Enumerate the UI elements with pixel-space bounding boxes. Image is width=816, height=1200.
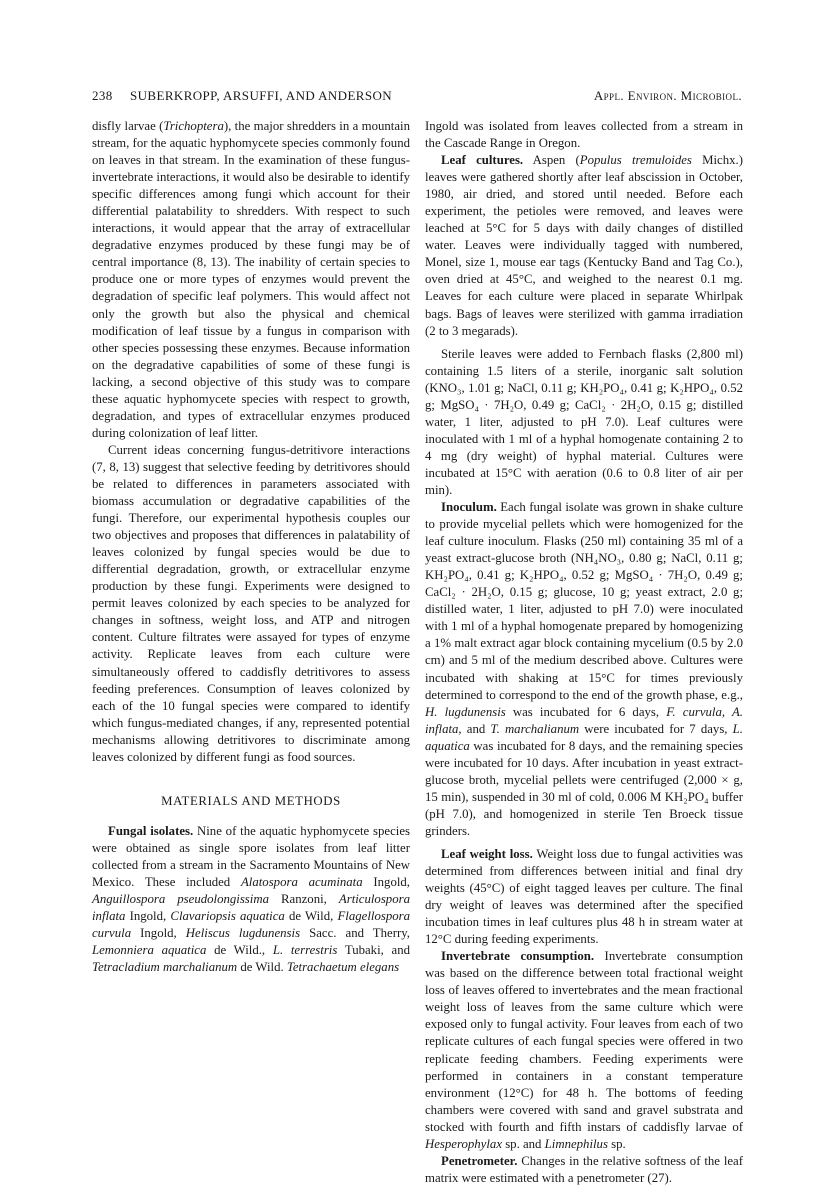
- leaf-weight-loss-paragraph: Leaf weight loss. Weight loss due to fungal activities was determined from differences between initial and final dry weights (45°C) of eight tagged leaves per culture. The final dry weight of leaves was determined after the specified incubation times in leaf cultures plus 48 h in stream water at 12°C during feeding experiments.: [425, 846, 744, 947]
- run-in-heading: Leaf cultures.: [441, 153, 524, 168]
- journal-name: Appl. Environ. Microbiol.: [593, 88, 742, 103]
- sterile-leaves-paragraph: Sterile leaves were added to Fernbach flasks (2,800 ml) containing 1.5 liters of a sterile, inorganic salt solution (KNO₃, 1.01 g; NaCl, 0.11 g; KH₂PO₄, 0.41 g; K₂HPO₄, 0.52 g; MgSO₄ · 7H₂O, 0.49 g; CaCl₂ · 2H₂O, 0.15 g; distilled water, 1 liter, adjusted to pH 7.0). Leaf cultures were inoculated with 1 ml of a hyphal homogenate containing 2 to 4 mg (dry weight) of hyphal material. Cultures were incubated at 15°C with aeration (0.6 to 0.8 liter of air per min).: [425, 346, 743, 497]
- section-heading: MATERIALS AND METHODS: [161, 793, 341, 808]
- hypothesis-paragraph: Current ideas concerning fungus-detritivore interactions (7, 8, 13) suggest that selective feeding by detritivores should be related to differences in parameters associated with biomass accumulation or degradative capabilities of the fungi. Therefore, our experimental hypothesis couples our two objectives and proposes that differences in palatability of leaves colonized by fungal species would be due to differential degradation, growth, or extracellular enzyme production by these fungi. Experiments were designed to permit leaves colonized by each species to be analyzed for changes in softness, weight loss, and ATP and nitrogen content. Culture filtrates were assayed for types of enzyme activity. Replicate leaves from each culture were simultaneously offered to caddisfly detritivores to assess feeding preferences. Consumption of leaves colonized by each of the 10 fungal species were compared to identify which fungus-mediated changes, if any, represented potential mechanisms allowing detritivores to discriminate among leaves colonized by different fungi as food sources.: [92, 442, 410, 764]
- run-in-heading: Penetrometer.: [441, 1153, 518, 1168]
- run-in-heading: Inoculum.: [441, 500, 497, 515]
- invertebrate-consumption-paragraph: Invertebrate consumption. Invertebrate consumption was based on the difference between total fractional weight loss of leaves offered to invertebrates and the mean fractional weight loss of leaves from the same culture which were exposed only to fungal activity. Four leaves from each of two replicate cultures of each fungal species were offered in two replicate feeding chambers. Feeding experiments were performed in containers in a constant temperature environment (12°C) for 48 h. The bottoms of feeding chambers were covered with sand and gravel substrata and stocked with fourth and fifth instars of caddisfly larvae of Hesperophylax sp. and Limnephilus sp.: [425, 949, 743, 1151]
- inoculum-paragraph: Inoculum. Each fungal isolate was grown in shake culture to provide mycelial pellets which were homogenized for the leaf culture inoculum. Flasks (250 ml) containing 35 ml of a yeast extract-glucose broth (NH₄NO₃, 0.80 g; NaCl, 0.11 g; KH₂PO₄, 0.41 g; K₂HPO₄, 0.52 g; MgSO₄ · 7H₂O, 0.49 g; CaCl₂ · 2H₂O, 0.15 g; glucose, 10 g; yeast extract, 2.0 g; distilled water, 1 liter, adjusted to pH 7.0) were inoculated with 1 ml of a hyphal homogenate prepared by homogenizing a 1% malt extract agar block containing mycelium (0.5 by 2.0 cm) and 5 ml of the medium described above. Cultures were incubated with shaking at 15°C for times previously determined to correspond to the end of the growth phase, e.g., H. lugdunensis was incubated for 6 days, F. curvula, A. inflata, and T. marchalianum were incubated for 7 days, L. aquatica was incubated for 8 days, and the remaining species were incubated for 10 days. After incubation in yeast extract-glucose broth, mycelial pellets were centrifuged (2,000 × g, 15 min), suspended in 30 ml of cold, 0.006 M KH₂PO₄ buffer (pH 7.0), and homogenized in sterile Ten Broeck tissue grinders.: [425, 500, 743, 838]
- right-column: [425, 118, 743, 1187]
- run-in-heading: Leaf weight loss.: [441, 846, 533, 861]
- left-column: [92, 118, 410, 976]
- page-number: 238: [92, 88, 113, 103]
- leaf-cultures-paragraph: Leaf cultures. Aspen (Populus tremuloides Michx.) leaves were gathered shortly after leaf abscission in October, 1980, air dried, and stored until needed. Before each experiment, the petioles were removed, and leaves were leached at 5°C for 5 days with daily changes of distilled water. Leaves were individually tagged with numbered, Monel, size 1, mouse ear tags (Kentucky Band and Tag Co.), oven dried at 45°C, and weighed to the nearest 0.1 mg. Leaves for each culture were placed in separate Whirlpak bags. Bags of leaves were sterilized with gamma irradiation (2 to 3 megarads).: [425, 153, 743, 338]
- intro-paragraph-continued: disfly larvae (Trichoptera), the major shredders in a mountain stream, for the aquatic hyphomycete species commonly found on leaves in that stream. In the examination of these fungus-invertebrate interactions, it would also be desirable to identify specific differences among fungi which account for their differential palatability to shredders. With respect to such interactions, it would appear that the array of extracellular degradative enzymes produced by these fungi may be of central importance (8, 13). The inability of certain species to produce one or more types of enzymes would prevent the degradation of specific leaf polymers. This would affect not only the growth but also the physical and chemical modification of leaf tissue by a fungus in comparison with other species possessing these enzymes. Because information on the degradative capabilities of some of these fungi is lacking, a second objective of this study was to compare these aquatic hyphomycete species with respect to growth, degradation, and types of extracellular enzymes produced during colonization of leaf litter.: [92, 119, 410, 440]
- isolates-paragraph-continued: Ingold was isolated from leaves collected from a stream in the Cascade Range in Oregon.: [425, 119, 743, 151]
- page-header: [92, 88, 742, 108]
- fungal-isolates-paragraph: Fungal isolates. Nine of the aquatic hyphomycete species were obtained as single spore isolates from leaf litter collected from a stream in the Sacramento Mountains of New Mexico. These included Alatospora acuminata Ingold, Anguillospora pseudolongissima Ranzoni, Articulospora inflata Ingold, Clavariopsis aquatica de Wild, Flagellospora curvula Ingold, Heliscus lugdunensis Sacc. and Therry, Lemonniera aquatica de Wild., L. terrestris Tubaki, and Tetracladium marchalianum de Wild. Tetrachaetum elegans: [92, 823, 411, 975]
- run-in-heading: Invertebrate consumption.: [441, 949, 595, 964]
- running-authors: SUBERKROPP, ARSUFFI, AND ANDERSON: [130, 88, 393, 103]
- run-in-heading: Fungal isolates.: [108, 823, 194, 838]
- penetrometer-paragraph: Penetrometer. Changes in the relative softness of the leaf matrix were estimated with a penetrometer (27).: [425, 1153, 743, 1185]
